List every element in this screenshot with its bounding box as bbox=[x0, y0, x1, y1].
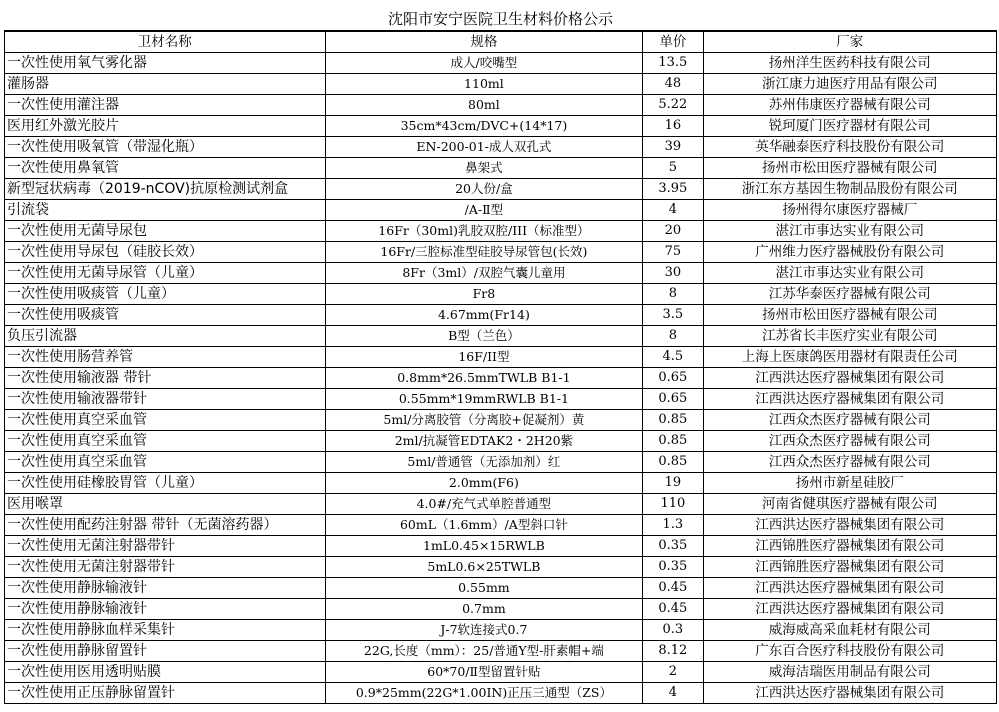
price-cell[interactable]: 0.65 bbox=[643, 368, 703, 389]
manufacturer-cell[interactable]: 英华融泰医疗科技股份有限公司 bbox=[703, 137, 997, 158]
price-cell[interactable]: 8.12 bbox=[643, 641, 703, 662]
item-name-cell[interactable]: 一次性使用静脉血样采集针 bbox=[5, 620, 326, 641]
item-name-cell[interactable]: 一次性使用无菌注射器带针 bbox=[5, 557, 326, 578]
item-name-cell[interactable]: 一次性使用静脉留置针 bbox=[5, 641, 326, 662]
item-name-cell[interactable]: 新型冠状病毒（2019-nCOV)抗原检测试剂盒 bbox=[5, 179, 326, 200]
price-cell[interactable]: 8 bbox=[643, 284, 703, 305]
spec-cell[interactable]: 1mL0.45×15RWLB bbox=[325, 536, 643, 557]
spec-cell[interactable]: 60*70/Ⅱ型留置针贴 bbox=[325, 662, 643, 683]
price-cell[interactable]: 3.95 bbox=[643, 179, 703, 200]
header-price: 单价 bbox=[643, 32, 703, 53]
price-cell[interactable]: 20 bbox=[643, 221, 703, 242]
spec-cell[interactable]: 16Fr/三腔标准型硅胶导尿管包(长效) bbox=[325, 242, 643, 263]
table-row bbox=[5, 242, 997, 263]
table-row bbox=[5, 431, 997, 452]
price-cell[interactable]: 0.35 bbox=[643, 557, 703, 578]
manufacturer-cell[interactable]: 湛江市事达实业有限公司 bbox=[703, 263, 997, 284]
price-cell[interactable]: 0.45 bbox=[643, 578, 703, 599]
spec-cell[interactable]: 35cm*43cm/DVC+(14*17) bbox=[325, 116, 643, 137]
price-cell[interactable]: 8 bbox=[643, 326, 703, 347]
spec-cell[interactable]: 0.7mm bbox=[325, 599, 643, 620]
manufacturer-cell[interactable]: 浙江东方基因生物制品股份有限公司 bbox=[703, 179, 997, 200]
table-row bbox=[5, 599, 997, 620]
spec-cell[interactable]: 20人份/盒 bbox=[325, 179, 643, 200]
spec-cell[interactable]: 4.0#/充气式单腔普通型 bbox=[325, 494, 643, 515]
item-name-cell[interactable]: 一次性使用医用透明贴膜 bbox=[5, 662, 326, 683]
manufacturer-cell[interactable]: 威海洁瑞医用制品有限公司 bbox=[703, 662, 997, 683]
item-name-cell[interactable]: 一次性使用输液器 带针 bbox=[5, 368, 326, 389]
item-name-cell[interactable]: 一次性使用灌注器 bbox=[5, 95, 326, 116]
spec-cell[interactable]: 5ml/分离胶管（分离胶+促凝剂）黄 bbox=[325, 410, 643, 431]
spec-cell[interactable]: 0.55mm bbox=[325, 578, 643, 599]
item-name-cell[interactable]: 一次性使用肠营养管 bbox=[5, 347, 326, 368]
spec-cell[interactable]: 4.67mm(Fr14) bbox=[325, 305, 643, 326]
table-body bbox=[5, 53, 997, 704]
table-row bbox=[5, 557, 997, 578]
price-cell[interactable]: 0.35 bbox=[643, 536, 703, 557]
page-title: 沈阳市安宁医院卫生材料价格公示 bbox=[4, 8, 997, 31]
item-name-cell[interactable]: 一次性使用吸氧管（带湿化瓶） bbox=[5, 137, 326, 158]
price-cell[interactable]: 5.22 bbox=[643, 95, 703, 116]
spec-cell[interactable]: 2ml/抗凝管EDTAK2・2H20紫 bbox=[325, 431, 643, 452]
price-cell[interactable]: 5 bbox=[643, 158, 703, 179]
item-name-cell[interactable]: 一次性使用吸痰管 bbox=[5, 305, 326, 326]
manufacturer-cell[interactable]: 江西众杰医疗器械有限公司 bbox=[703, 410, 997, 431]
table-row bbox=[5, 200, 997, 221]
price-cell[interactable]: 4.5 bbox=[643, 347, 703, 368]
table-row bbox=[5, 536, 997, 557]
price-cell[interactable]: 0.85 bbox=[643, 410, 703, 431]
manufacturer-cell[interactable]: 广东百合医疗科技股份有限公司 bbox=[703, 641, 997, 662]
price-cell[interactable]: 30 bbox=[643, 263, 703, 284]
spec-cell[interactable]: 鼻架式 bbox=[325, 158, 643, 179]
price-cell[interactable]: 0.45 bbox=[643, 599, 703, 620]
table-row bbox=[5, 515, 997, 536]
manufacturer-cell[interactable]: 江西洪达医疗器械集团有限公司 bbox=[703, 515, 997, 536]
price-cell[interactable]: 0.65 bbox=[643, 389, 703, 410]
table-row bbox=[5, 326, 997, 347]
price-cell[interactable]: 0.85 bbox=[643, 431, 703, 452]
manufacturer-cell[interactable]: 江苏省长丰医疗实业有限公司 bbox=[703, 326, 997, 347]
item-name-cell[interactable]: 一次性使用真空采血管 bbox=[5, 410, 326, 431]
manufacturer-cell[interactable]: 广州维力医疗器械股份有限公司 bbox=[703, 242, 997, 263]
spec-cell[interactable]: Fr8 bbox=[325, 284, 643, 305]
price-cell[interactable]: 0.85 bbox=[643, 452, 703, 473]
item-name-cell[interactable]: 一次性使用无菌导尿管（儿童） bbox=[5, 263, 326, 284]
header-manufacturer: 厂家 bbox=[703, 32, 997, 53]
item-name-cell[interactable]: 一次性使用导尿包（硅胶长效） bbox=[5, 242, 326, 263]
manufacturer-cell[interactable]: 浙江康力迪医疗用品有限公司 bbox=[703, 74, 997, 95]
table-row bbox=[5, 620, 997, 641]
manufacturer-cell[interactable]: 扬州市松田医疗器械有限公司 bbox=[703, 158, 997, 179]
spec-cell[interactable]: 16F/II型 bbox=[325, 347, 643, 368]
item-name-cell[interactable]: 灌肠器 bbox=[5, 74, 326, 95]
item-name-cell[interactable]: 负压引流器 bbox=[5, 326, 326, 347]
item-name-cell[interactable]: 一次性使用氧气雾化器 bbox=[5, 53, 326, 74]
spec-cell[interactable]: 60mL（1.6mm）/A型斜口针 bbox=[325, 515, 643, 536]
spec-cell[interactable]: 16Fr（30ml)乳胶双腔/III（标准型） bbox=[325, 221, 643, 242]
spec-cell[interactable]: 110ml bbox=[325, 74, 643, 95]
item-name-cell[interactable]: 一次性使用真空采血管 bbox=[5, 452, 326, 473]
item-name-cell[interactable]: 一次性使用硅橡胶胃管（儿童） bbox=[5, 473, 326, 494]
spec-cell[interactable]: 8Fr（3ml）/双腔气囊儿童用 bbox=[325, 263, 643, 284]
table-row bbox=[5, 158, 997, 179]
manufacturer-cell[interactable]: 江西洪达医疗器械集团有限公司 bbox=[703, 599, 997, 620]
spec-cell[interactable]: 2.0mm(F6) bbox=[325, 473, 643, 494]
price-cell[interactable]: 4 bbox=[643, 200, 703, 221]
item-name-cell[interactable]: 一次性使用无菌导尿包 bbox=[5, 221, 326, 242]
table-row bbox=[5, 641, 997, 662]
table-row bbox=[5, 74, 997, 95]
price-cell[interactable]: 3.5 bbox=[643, 305, 703, 326]
manufacturer-cell[interactable]: 江西众杰医疗器械有限公司 bbox=[703, 452, 997, 473]
manufacturer-cell[interactable]: 江西洪达医疗器械集团有限公司 bbox=[703, 389, 997, 410]
item-name-cell[interactable]: 医用喉罩 bbox=[5, 494, 326, 515]
item-name-cell[interactable]: 一次性使用配药注射器 带针（无菌溶药器） bbox=[5, 515, 326, 536]
spec-cell[interactable]: 0.9*25mm(22G*1.00IN)正压三通型（ZS） bbox=[325, 683, 643, 704]
item-name-cell[interactable]: 一次性使用吸痰管（儿童） bbox=[5, 284, 326, 305]
table-row bbox=[5, 137, 997, 158]
table-row bbox=[5, 473, 997, 494]
spec-cell[interactable]: 80ml bbox=[325, 95, 643, 116]
header-row bbox=[5, 32, 997, 53]
price-table bbox=[4, 31, 997, 704]
manufacturer-cell[interactable]: 江西洪达医疗器械集团有限公司 bbox=[703, 368, 997, 389]
price-cell[interactable]: 2 bbox=[643, 662, 703, 683]
manufacturer-cell[interactable]: 江西洪达医疗器械集团有限公司 bbox=[703, 683, 997, 704]
spec-cell[interactable]: /A-Ⅱ型 bbox=[325, 200, 643, 221]
item-name-cell[interactable]: 一次性使用无菌注射器带针 bbox=[5, 536, 326, 557]
manufacturer-cell[interactable]: 苏州伟康医疗器械有限公司 bbox=[703, 95, 997, 116]
manufacturer-cell[interactable]: 锐珂厦门医疗器材有限公司 bbox=[703, 116, 997, 137]
manufacturer-cell[interactable]: 威海威高采血耗材有限公司 bbox=[703, 620, 997, 641]
manufacturer-cell[interactable]: 上海上医康鸽医用器材有限责任公司 bbox=[703, 347, 997, 368]
table-row bbox=[5, 410, 997, 431]
price-cell[interactable]: 0.3 bbox=[643, 620, 703, 641]
manufacturer-cell[interactable]: 江西洪达医疗器械集团有限公司 bbox=[703, 578, 997, 599]
price-cell[interactable]: 39 bbox=[643, 137, 703, 158]
manufacturer-cell[interactable]: 江西众杰医疗器械有限公司 bbox=[703, 431, 997, 452]
item-name-cell[interactable]: 一次性使用正压静脉留置针 bbox=[5, 683, 326, 704]
table-row bbox=[5, 662, 997, 683]
table-row bbox=[5, 389, 997, 410]
manufacturer-cell[interactable]: 扬州洋生医药科技有限公司 bbox=[703, 53, 997, 74]
spec-cell[interactable]: 0.8mm*26.5mmTWLB B1-1 bbox=[325, 368, 643, 389]
price-cell[interactable]: 1.3 bbox=[643, 515, 703, 536]
item-name-cell[interactable]: 一次性使用真空采血管 bbox=[5, 431, 326, 452]
table-row bbox=[5, 116, 997, 137]
table-row bbox=[5, 221, 997, 242]
item-name-cell[interactable]: 医用红外激光胶片 bbox=[5, 116, 326, 137]
table-row bbox=[5, 494, 997, 515]
manufacturer-cell[interactable]: 江西锦胜医疗器械集团有限公司 bbox=[703, 536, 997, 557]
table-row bbox=[5, 683, 997, 704]
table-row bbox=[5, 305, 997, 326]
table-row bbox=[5, 578, 997, 599]
manufacturer-cell[interactable]: 扬州市松田医疗器械有限公司 bbox=[703, 305, 997, 326]
manufacturer-cell[interactable]: 江苏华泰医疗器械有限公司 bbox=[703, 284, 997, 305]
manufacturer-cell[interactable]: 扬州得尔康医疗器械厂 bbox=[703, 200, 997, 221]
table-row bbox=[5, 347, 997, 368]
table-row bbox=[5, 179, 997, 200]
item-name-cell[interactable]: 一次性使用静脉输液针 bbox=[5, 599, 326, 620]
spreadsheet bbox=[4, 8, 997, 704]
price-cell[interactable]: 75 bbox=[643, 242, 703, 263]
manufacturer-cell[interactable]: 江西锦胜医疗器械集团有限公司 bbox=[703, 557, 997, 578]
header-item-name: 卫材名称 bbox=[5, 32, 326, 53]
spec-cell[interactable]: J-7软连接式0.7 bbox=[325, 620, 643, 641]
price-cell[interactable]: 19 bbox=[643, 473, 703, 494]
table-row bbox=[5, 95, 997, 116]
item-name-cell[interactable]: 一次性使用输液器带针 bbox=[5, 389, 326, 410]
item-name-cell[interactable]: 引流袋 bbox=[5, 200, 326, 221]
spec-cell[interactable]: 22G,长度（mm）：25/普通Y型-肝素帽+端 bbox=[325, 641, 643, 662]
price-cell[interactable]: 16 bbox=[643, 116, 703, 137]
manufacturer-cell[interactable]: 河南省健琪医疗器械有限公司 bbox=[703, 494, 997, 515]
table-row bbox=[5, 368, 997, 389]
price-cell[interactable]: 13.5 bbox=[643, 53, 703, 74]
spec-cell[interactable]: 0.55mm*19mmRWLB B1-1 bbox=[325, 389, 643, 410]
price-cell[interactable]: 48 bbox=[643, 74, 703, 95]
table-row bbox=[5, 263, 997, 284]
header-spec: 规格 bbox=[325, 32, 643, 53]
spec-cell[interactable]: 5ml/普通管（无添加剂）红 bbox=[325, 452, 643, 473]
manufacturer-cell[interactable]: 扬州市新星硅胶厂 bbox=[703, 473, 997, 494]
price-cell[interactable]: 4 bbox=[643, 683, 703, 704]
table-row bbox=[5, 53, 997, 74]
spec-cell[interactable]: B型（兰色） bbox=[325, 326, 643, 347]
item-name-cell[interactable]: 一次性使用静脉输液针 bbox=[5, 578, 326, 599]
table-row bbox=[5, 284, 997, 305]
manufacturer-cell[interactable]: 湛江市事达实业有限公司 bbox=[703, 221, 997, 242]
price-cell[interactable]: 110 bbox=[643, 494, 703, 515]
item-name-cell[interactable]: 一次性使用鼻氧管 bbox=[5, 158, 326, 179]
spec-cell[interactable]: 5mL0.6×25TWLB bbox=[325, 557, 643, 578]
spec-cell[interactable]: 成人/咬嘴型 bbox=[325, 53, 643, 74]
table-row bbox=[5, 452, 997, 473]
spec-cell[interactable]: EN-200-01-成人双孔式 bbox=[325, 137, 643, 158]
